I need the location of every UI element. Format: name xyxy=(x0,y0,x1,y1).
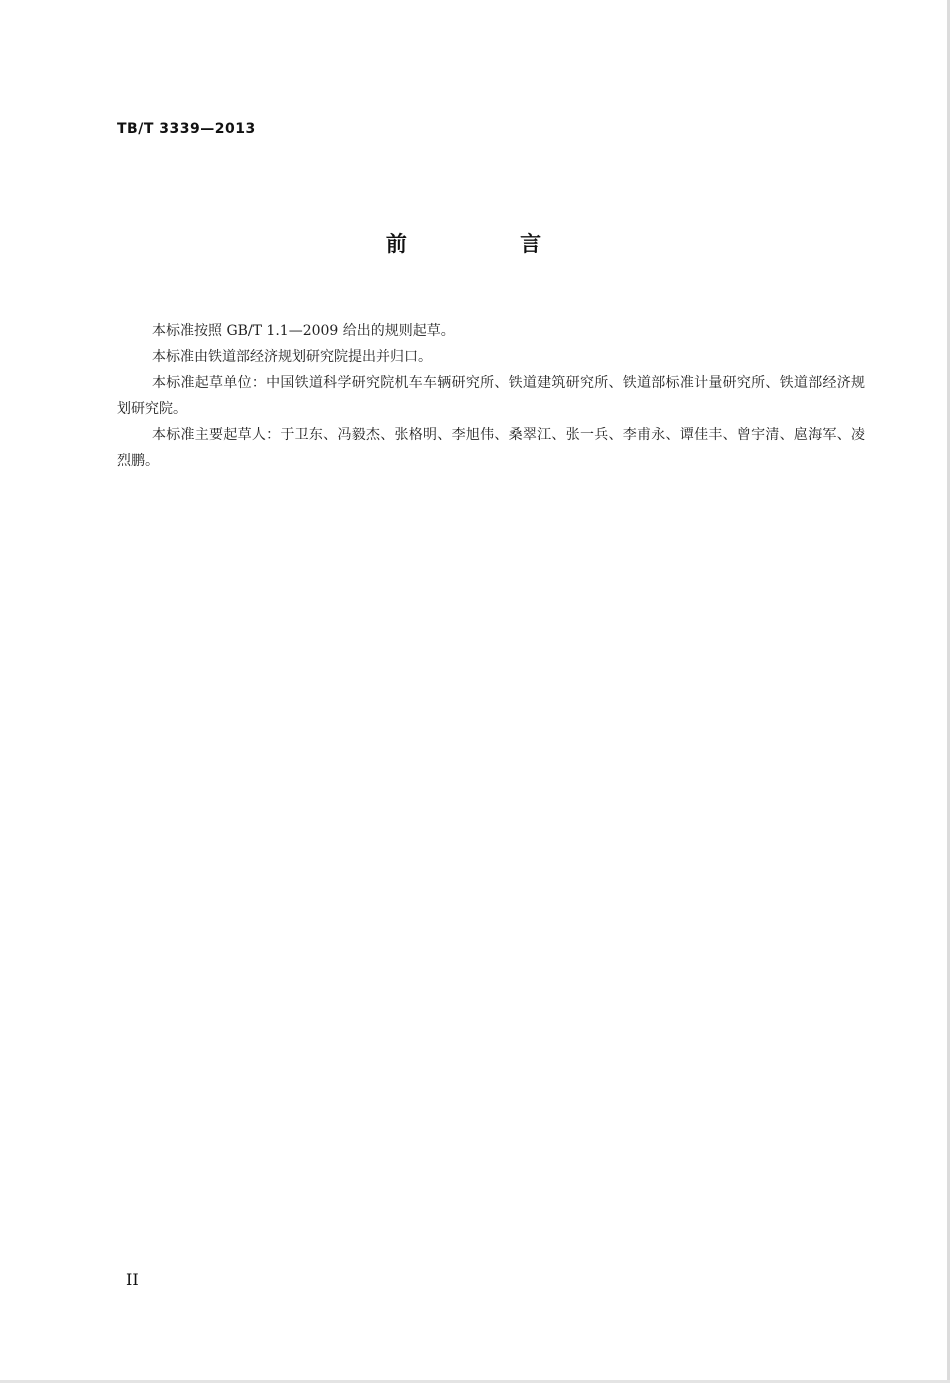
paragraph-drafting-units: 本标准起草单位：中国铁道科学研究院机车车辆研究所、铁道建筑研究所、铁道部标准计量研究所、铁道部经济规划研究院。 xyxy=(117,375,865,417)
paragraph-drafting-rules: 本标准按照 GB/T 1.1—2009 给出的规则起草。 xyxy=(152,323,455,339)
paragraph-drafters: 本标准主要起草人：于卫东、冯毅杰、张格明、李旭伟、桑翠江、张一兵、李甫永、谭佳丰、曾宇清、扈海军、凌烈鹏。 xyxy=(117,427,865,469)
foreword-body xyxy=(117,318,865,474)
page-number: II xyxy=(126,1270,139,1289)
section-title: 前 言 xyxy=(385,232,595,256)
paragraph-proposer: 本标准由铁道部经济规划研究院提出并归口。 xyxy=(152,349,432,365)
standard-number: TB/T 3339—2013 xyxy=(117,121,256,137)
